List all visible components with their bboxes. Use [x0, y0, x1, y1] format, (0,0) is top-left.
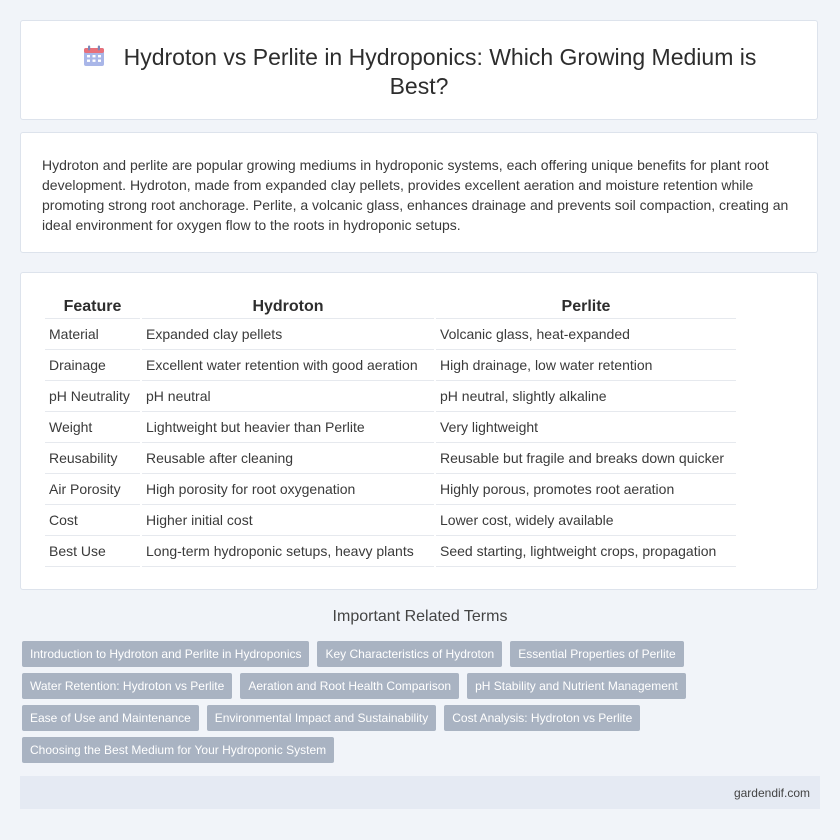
cell-hydroton: Excellent water retention with good aeration	[142, 350, 434, 381]
cell-perlite: Seed starting, lightweight crops, propagation	[436, 536, 736, 567]
related-term-tag[interactable]: Key Characteristics of Hydroton	[317, 641, 502, 667]
comparison-table	[43, 295, 738, 567]
table-row	[45, 474, 736, 505]
cell-perlite: Reusable but fragile and breaks down quicker	[436, 443, 736, 474]
cell-feature: pH Neutrality	[45, 381, 140, 412]
cell-feature: Drainage	[45, 350, 140, 381]
footer	[20, 776, 820, 809]
header-feature: Feature	[45, 295, 140, 319]
related-term-tag[interactable]: Essential Properties of Perlite	[510, 641, 683, 667]
calendar-icon	[82, 44, 106, 68]
cell-perlite: Highly porous, promotes root aeration	[436, 474, 736, 505]
related-term-tag[interactable]: pH Stability and Nutrient Management	[467, 673, 686, 699]
related-term-tag[interactable]: Environmental Impact and Sustainability	[207, 705, 436, 731]
header-perlite: Perlite	[436, 295, 736, 319]
title-card	[20, 20, 818, 120]
table-row	[45, 381, 736, 412]
footer-site-link[interactable]: gardendif.com	[733, 786, 810, 800]
related-terms-list	[22, 641, 712, 763]
page-title	[21, 43, 817, 101]
intro-card	[20, 132, 818, 253]
cell-perlite: Very lightweight	[436, 412, 736, 443]
cell-perlite: Volcanic glass, heat-expanded	[436, 319, 736, 350]
cell-perlite: Lower cost, widely available	[436, 505, 736, 536]
related-term-tag[interactable]: Introduction to Hydroton and Perlite in Hydroponics	[22, 641, 309, 667]
comparison-table-card	[20, 272, 818, 590]
cell-hydroton: Higher initial cost	[142, 505, 434, 536]
table-row	[45, 505, 736, 536]
page-title-line2: Best?	[389, 73, 449, 99]
cell-feature: Weight	[45, 412, 140, 443]
table-header-row	[45, 295, 736, 319]
related-terms-heading: Important Related Terms	[332, 608, 508, 625]
table-row	[45, 319, 736, 350]
cell-perlite: High drainage, low water retention	[436, 350, 736, 381]
related-term-tag[interactable]: Cost Analysis: Hydroton vs Perlite	[444, 705, 640, 731]
table-row	[45, 350, 736, 381]
cell-perlite: pH neutral, slightly alkaline	[436, 381, 736, 412]
cell-hydroton: Expanded clay pellets	[142, 319, 434, 350]
related-term-tag[interactable]: Aeration and Root Health Comparison	[240, 673, 459, 699]
table-row	[45, 443, 736, 474]
intro-paragraph: Hydroton and perlite are popular growing mediums in hydroponic systems, each offering unique benefits for plant root development. Hydroton, made from expanded clay pellets, provides excellent aeration and moisture retention while promoting strong root anchorage. Perlite, a volcanic glass, enhances drainage and prevents soil compaction, creating an ideal environment for oxygen flow to the roots in hydroponic setups.	[42, 157, 789, 233]
cell-hydroton: Lightweight but heavier than Perlite	[142, 412, 434, 443]
header-hydroton: Hydroton	[142, 295, 434, 319]
table-row	[45, 412, 736, 443]
cell-feature: Material	[45, 319, 140, 350]
cell-feature: Cost	[45, 505, 140, 536]
cell-feature: Best Use	[45, 536, 140, 567]
cell-feature: Reusability	[45, 443, 140, 474]
cell-hydroton: pH neutral	[142, 381, 434, 412]
cell-feature: Air Porosity	[45, 474, 140, 505]
cell-hydroton: High porosity for root oxygenation	[142, 474, 434, 505]
table-row	[45, 536, 736, 567]
page-title-line1: Hydroton vs Perlite in Hydroponics: Which Growing Medium is	[123, 44, 757, 70]
related-term-tag[interactable]: Water Retention: Hydroton vs Perlite	[22, 673, 232, 699]
related-term-tag[interactable]: Choosing the Best Medium for Your Hydroponic System	[22, 737, 334, 763]
related-term-tag[interactable]: Ease of Use and Maintenance	[22, 705, 199, 731]
cell-hydroton: Long-term hydroponic setups, heavy plants	[142, 536, 434, 567]
cell-hydroton: Reusable after cleaning	[142, 443, 434, 474]
